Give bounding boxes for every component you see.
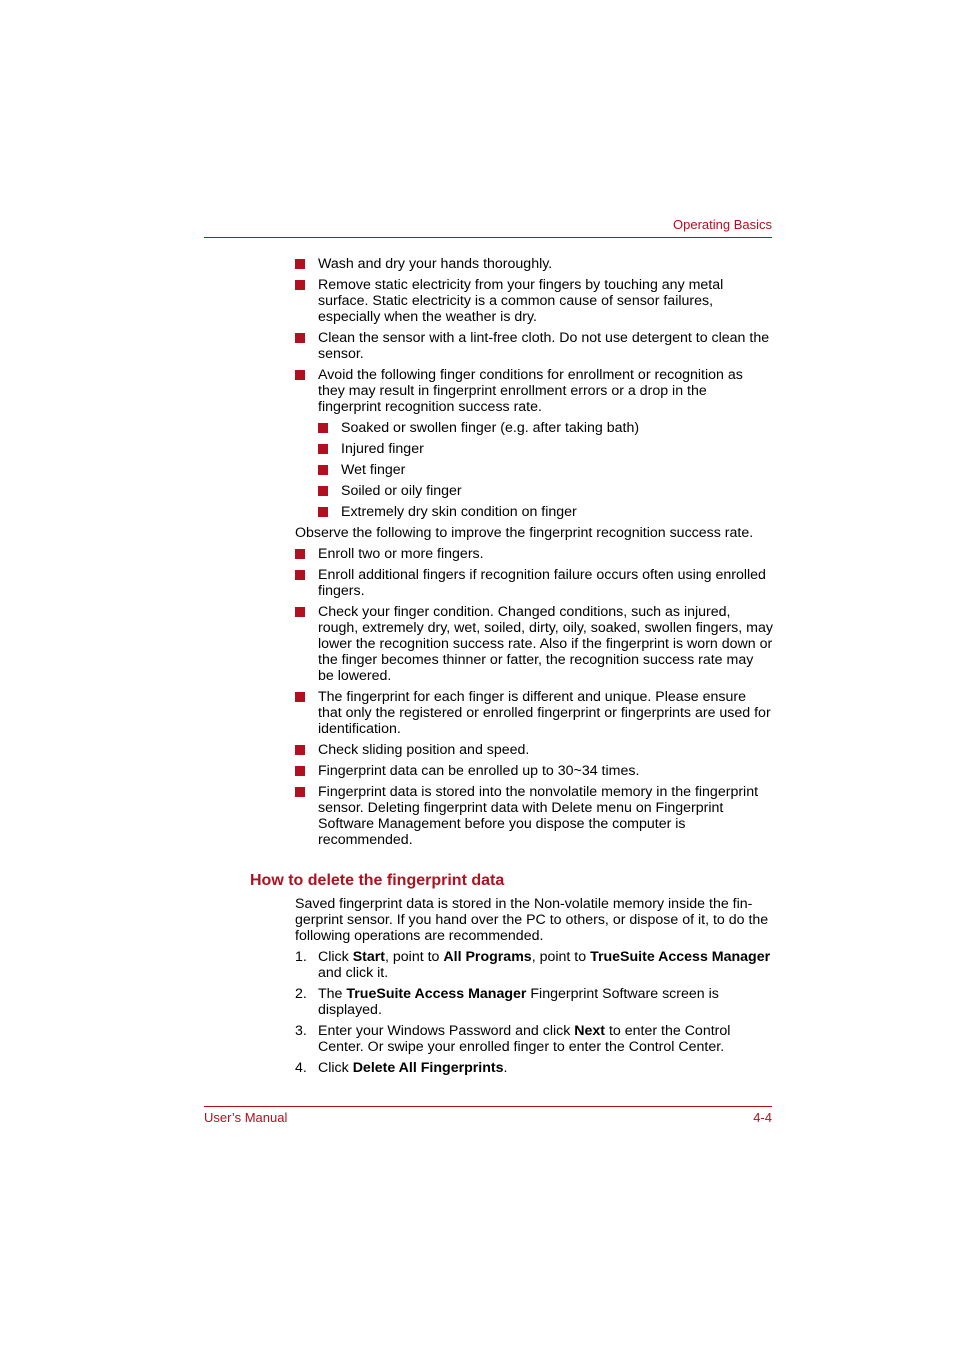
list-item: Extremely dry skin condition on finger [318, 504, 773, 520]
list-item: Avoid the following finger conditions for enrollment or recognition as they may result in fingerprint enrollment errors or a drop in the fingerprint recognition success rate. Soaked or swollen finger (e.g. after taking bath) Injured finger Wet finger Soiled or oily finger Extremely dry skin condition on finger [295, 367, 773, 520]
improve-list [295, 546, 773, 848]
list-item: Remove static electricity from your fingers by touching any metal surface. Static electricity is a common cause of sensor failures, especially when the weather is dry. [295, 277, 773, 325]
header-rule [204, 237, 772, 238]
list-item: The fingerprint for each finger is different and unique. Please ensure that only the registered or enrolled fingerprint or fingerprints are used for identification. [295, 689, 773, 737]
list-item: Clean the sensor with a lint-free cloth. Do not use detergent to clean the sensor. [295, 330, 773, 362]
list-item: Soaked or swollen finger (e.g. after taking bath) [318, 420, 773, 436]
list-item: Enroll two or more fingers. [295, 546, 773, 562]
square-bullet-icon [295, 280, 305, 290]
square-bullet-icon [295, 549, 305, 559]
square-bullet-icon [318, 423, 328, 433]
square-bullet-icon [295, 259, 305, 269]
step-item: 3. Enter your Windows Password and click Next to enter the Control Center. Or swipe your enrolled finger to enter the Control Center. [295, 1023, 731, 1055]
tips-list [295, 256, 773, 520]
step-number: 1. [295, 949, 307, 965]
step-number: 3. [295, 1023, 307, 1039]
square-bullet-icon [318, 465, 328, 475]
section-heading: How to delete the fingerprint data [250, 872, 505, 889]
footer-rule [204, 1106, 772, 1107]
step-item: 2. The TrueSuite Access Manager Fingerprint Software screen is displayed. [295, 986, 719, 1018]
list-item: Check your finger condition. Changed conditions, such as injured, rough, extremely dry, wet, soiled, dirty, oily, soaked, swollen fingers, may lower the recognition success rate. Also if the fingerprint is worn down or the finger becomes thinner or fatter, the recognition success rate may be lowered. [295, 604, 773, 684]
square-bullet-icon [318, 486, 328, 496]
delete-section [295, 896, 773, 1081]
square-bullet-icon [295, 692, 305, 702]
observe-paragraph: Observe the following to improve the fingerprint recognition success rate. [295, 525, 754, 541]
square-bullet-icon [318, 444, 328, 454]
square-bullet-icon [295, 370, 305, 380]
square-bullet-icon [295, 570, 305, 580]
square-bullet-icon [295, 607, 305, 617]
step-item: 4. Click Delete All Fingerprints. [295, 1060, 508, 1076]
square-bullet-icon [318, 507, 328, 517]
step-number: 4. [295, 1060, 307, 1076]
square-bullet-icon [295, 766, 305, 776]
intro-paragraph: Saved fingerprint data is stored in the Non-volatile memory inside the fin-gerprint sensor. If you hand over the PC to others, or dispose of it, to do the following operations are recommended. [295, 896, 769, 944]
header-title: Operating Basics [673, 217, 772, 232]
step-item: 1. Click Start, point to All Programs, point to TrueSuite Access Manager and click it. [295, 949, 771, 981]
footer-manual-label: User’s Manual [204, 1110, 288, 1125]
list-item: Check sliding position and speed. [295, 742, 773, 758]
list-item: Injured finger [318, 441, 773, 457]
list-item: Wash and dry your hands thoroughly. [295, 256, 773, 272]
finger-conditions-list [318, 420, 773, 520]
list-item: Enroll additional fingers if recognition failure occurs often using enrolled fingers. [295, 567, 773, 599]
list-item: Fingerprint data is stored into the nonvolatile memory in the fingerprint sensor. Deleting fingerprint data with Delete menu on Fingerprint Software Management before you dispose the computer is recommended. [295, 784, 773, 848]
list-item: Soiled or oily finger [318, 483, 773, 499]
list-item: Fingerprint data can be enrolled up to 30~34 times. [295, 763, 773, 779]
square-bullet-icon [295, 745, 305, 755]
step-number: 2. [295, 986, 307, 1002]
page-number: 4-4 [753, 1110, 772, 1125]
square-bullet-icon [295, 787, 305, 797]
steps-list [295, 949, 773, 1076]
main-content [295, 256, 773, 853]
list-item: Wet finger [318, 462, 773, 478]
square-bullet-icon [295, 333, 305, 343]
